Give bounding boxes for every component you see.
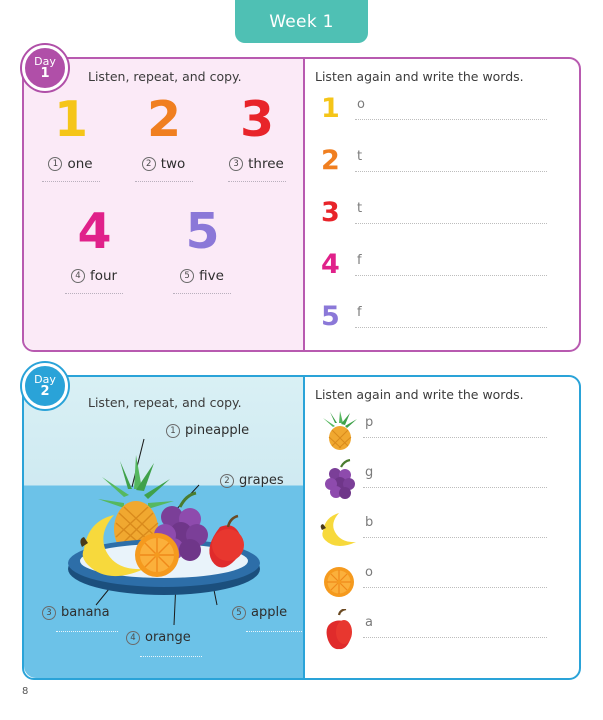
day1-badge <box>22 45 68 91</box>
word-banana: banana <box>61 605 110 620</box>
grapes-icon <box>317 459 363 501</box>
callout-pineapple <box>166 423 249 438</box>
index-circle: 4 <box>126 631 140 645</box>
writing-dotline[interactable] <box>65 293 123 294</box>
number-label-three <box>229 156 284 172</box>
callout-grapes <box>220 473 284 488</box>
seed-letter: b <box>365 515 374 530</box>
write-row-orange <box>303 559 579 609</box>
row-numeral-3: 3 <box>321 197 340 228</box>
number-label-two <box>142 156 186 172</box>
index-circle: 1 <box>48 157 62 171</box>
seed-letter: t <box>357 201 363 216</box>
dotted-rule <box>363 587 547 588</box>
numeral-4: 4 <box>77 203 111 260</box>
dotted-rule <box>363 537 547 538</box>
dotted-rule <box>363 487 547 488</box>
callout-banana <box>42 605 110 620</box>
seed-letter: g <box>365 465 374 480</box>
week-banner: Week 1 <box>235 0 368 43</box>
dotted-rule <box>355 171 547 172</box>
index-circle: 5 <box>232 606 246 620</box>
index-circle: 2 <box>220 474 234 488</box>
day-word: Day <box>34 372 56 386</box>
day1-activity-area <box>24 59 303 350</box>
day1-instruction: Listen, repeat, and copy. <box>88 69 242 84</box>
day1-divider <box>303 59 305 350</box>
write-line-one[interactable] <box>355 91 547 120</box>
day2-activity-area <box>24 377 303 678</box>
write-line-grapes[interactable] <box>363 459 547 488</box>
pineapple-icon <box>317 409 363 451</box>
number-card-three <box>210 89 303 201</box>
index-circle: 3 <box>42 606 56 620</box>
day2-writing-area <box>303 377 579 678</box>
day2-write-heading: Listen again and write the words. <box>315 387 524 402</box>
day2-write-rows <box>303 409 579 659</box>
day2-divider <box>303 377 305 678</box>
write-line-banana[interactable] <box>363 509 547 538</box>
write-row-banana <box>303 509 579 559</box>
write-row-five <box>303 299 579 350</box>
dotted-rule <box>363 437 547 438</box>
word-two: two <box>160 156 186 172</box>
write-line-apple[interactable] <box>363 609 547 638</box>
day2-instruction: Listen, repeat, and copy. <box>88 395 242 410</box>
write-line-four[interactable] <box>355 247 547 276</box>
word-three: three <box>248 156 284 172</box>
writing-dotline[interactable] <box>228 181 286 182</box>
write-line-three[interactable] <box>355 195 547 224</box>
write-row-apple <box>303 609 579 659</box>
callout-apple <box>232 605 287 620</box>
apple-icon <box>317 609 363 651</box>
dotted-rule <box>355 223 547 224</box>
page-number: 8 <box>22 686 29 697</box>
numeral-3: 3 <box>239 91 274 148</box>
index-circle: 1 <box>166 424 180 438</box>
index-circle: 3 <box>229 157 243 171</box>
dotted-rule <box>355 327 547 328</box>
row-numeral-5: 5 <box>321 301 340 332</box>
write-row-four <box>303 247 579 299</box>
number-card-five <box>148 201 256 313</box>
day1-number-grid <box>24 89 303 313</box>
day2-badge <box>22 363 68 409</box>
write-line-pineapple[interactable] <box>363 409 547 438</box>
day-number: 1 <box>40 65 50 81</box>
word-five: five <box>199 268 224 284</box>
write-row-pineapple <box>303 409 579 459</box>
numeral-1: 1 <box>53 91 88 148</box>
orange-icon <box>317 559 363 601</box>
write-line-orange[interactable] <box>363 559 547 588</box>
day1-write-rows <box>303 91 579 350</box>
seed-letter: o <box>357 97 365 112</box>
number-label-one <box>48 156 92 172</box>
write-line-five[interactable] <box>355 299 547 328</box>
write-row-three <box>303 195 579 247</box>
writing-dotline[interactable] <box>42 181 100 182</box>
word-apple: apple <box>251 605 288 620</box>
banana-icon <box>317 509 363 551</box>
numeral-2: 2 <box>146 91 181 148</box>
callout-orange <box>126 630 191 645</box>
write-row-one <box>303 91 579 143</box>
seed-letter: t <box>357 149 363 164</box>
day2-panel <box>22 372 581 680</box>
day1-write-heading: Listen again and write the words. <box>315 69 524 84</box>
word-orange: orange <box>145 630 191 645</box>
row-numeral-4: 4 <box>321 249 340 280</box>
word-four: four <box>89 268 118 284</box>
row-numeral-1: 1 <box>321 93 340 124</box>
number-card-four <box>40 201 148 313</box>
number-card-one <box>24 89 117 201</box>
seed-letter: a <box>365 615 373 630</box>
write-row-grapes <box>303 459 579 509</box>
day1-writing-area <box>303 59 579 350</box>
numeral-5: 5 <box>185 203 219 260</box>
seed-letter: p <box>365 415 374 430</box>
number-label-five <box>180 268 224 284</box>
write-row-two <box>303 143 579 195</box>
dotted-rule <box>355 275 547 276</box>
seed-letter: f <box>357 253 362 268</box>
writing-dotline[interactable] <box>246 631 308 632</box>
day1-panel <box>22 54 581 352</box>
seed-letter: f <box>357 305 362 320</box>
writing-dotline[interactable] <box>173 293 231 294</box>
day-word: Day <box>34 54 56 68</box>
word-pineapple: pineapple <box>185 423 250 438</box>
dotted-rule <box>355 119 547 120</box>
write-line-two[interactable] <box>355 143 547 172</box>
orange-icon <box>135 533 179 577</box>
word-grapes: grapes <box>239 473 284 488</box>
writing-dotline[interactable] <box>135 181 193 182</box>
number-label-four <box>71 268 117 284</box>
index-circle: 5 <box>180 269 194 283</box>
writing-dotline[interactable] <box>140 656 202 657</box>
word-one: one <box>67 156 93 172</box>
row-numeral-2: 2 <box>321 145 340 176</box>
number-card-two <box>117 89 210 201</box>
index-circle: 4 <box>71 269 85 283</box>
writing-dotline[interactable] <box>56 631 118 632</box>
seed-letter: o <box>365 565 373 580</box>
index-circle: 2 <box>142 157 156 171</box>
day-number: 2 <box>40 383 50 399</box>
dotted-rule <box>363 637 547 638</box>
